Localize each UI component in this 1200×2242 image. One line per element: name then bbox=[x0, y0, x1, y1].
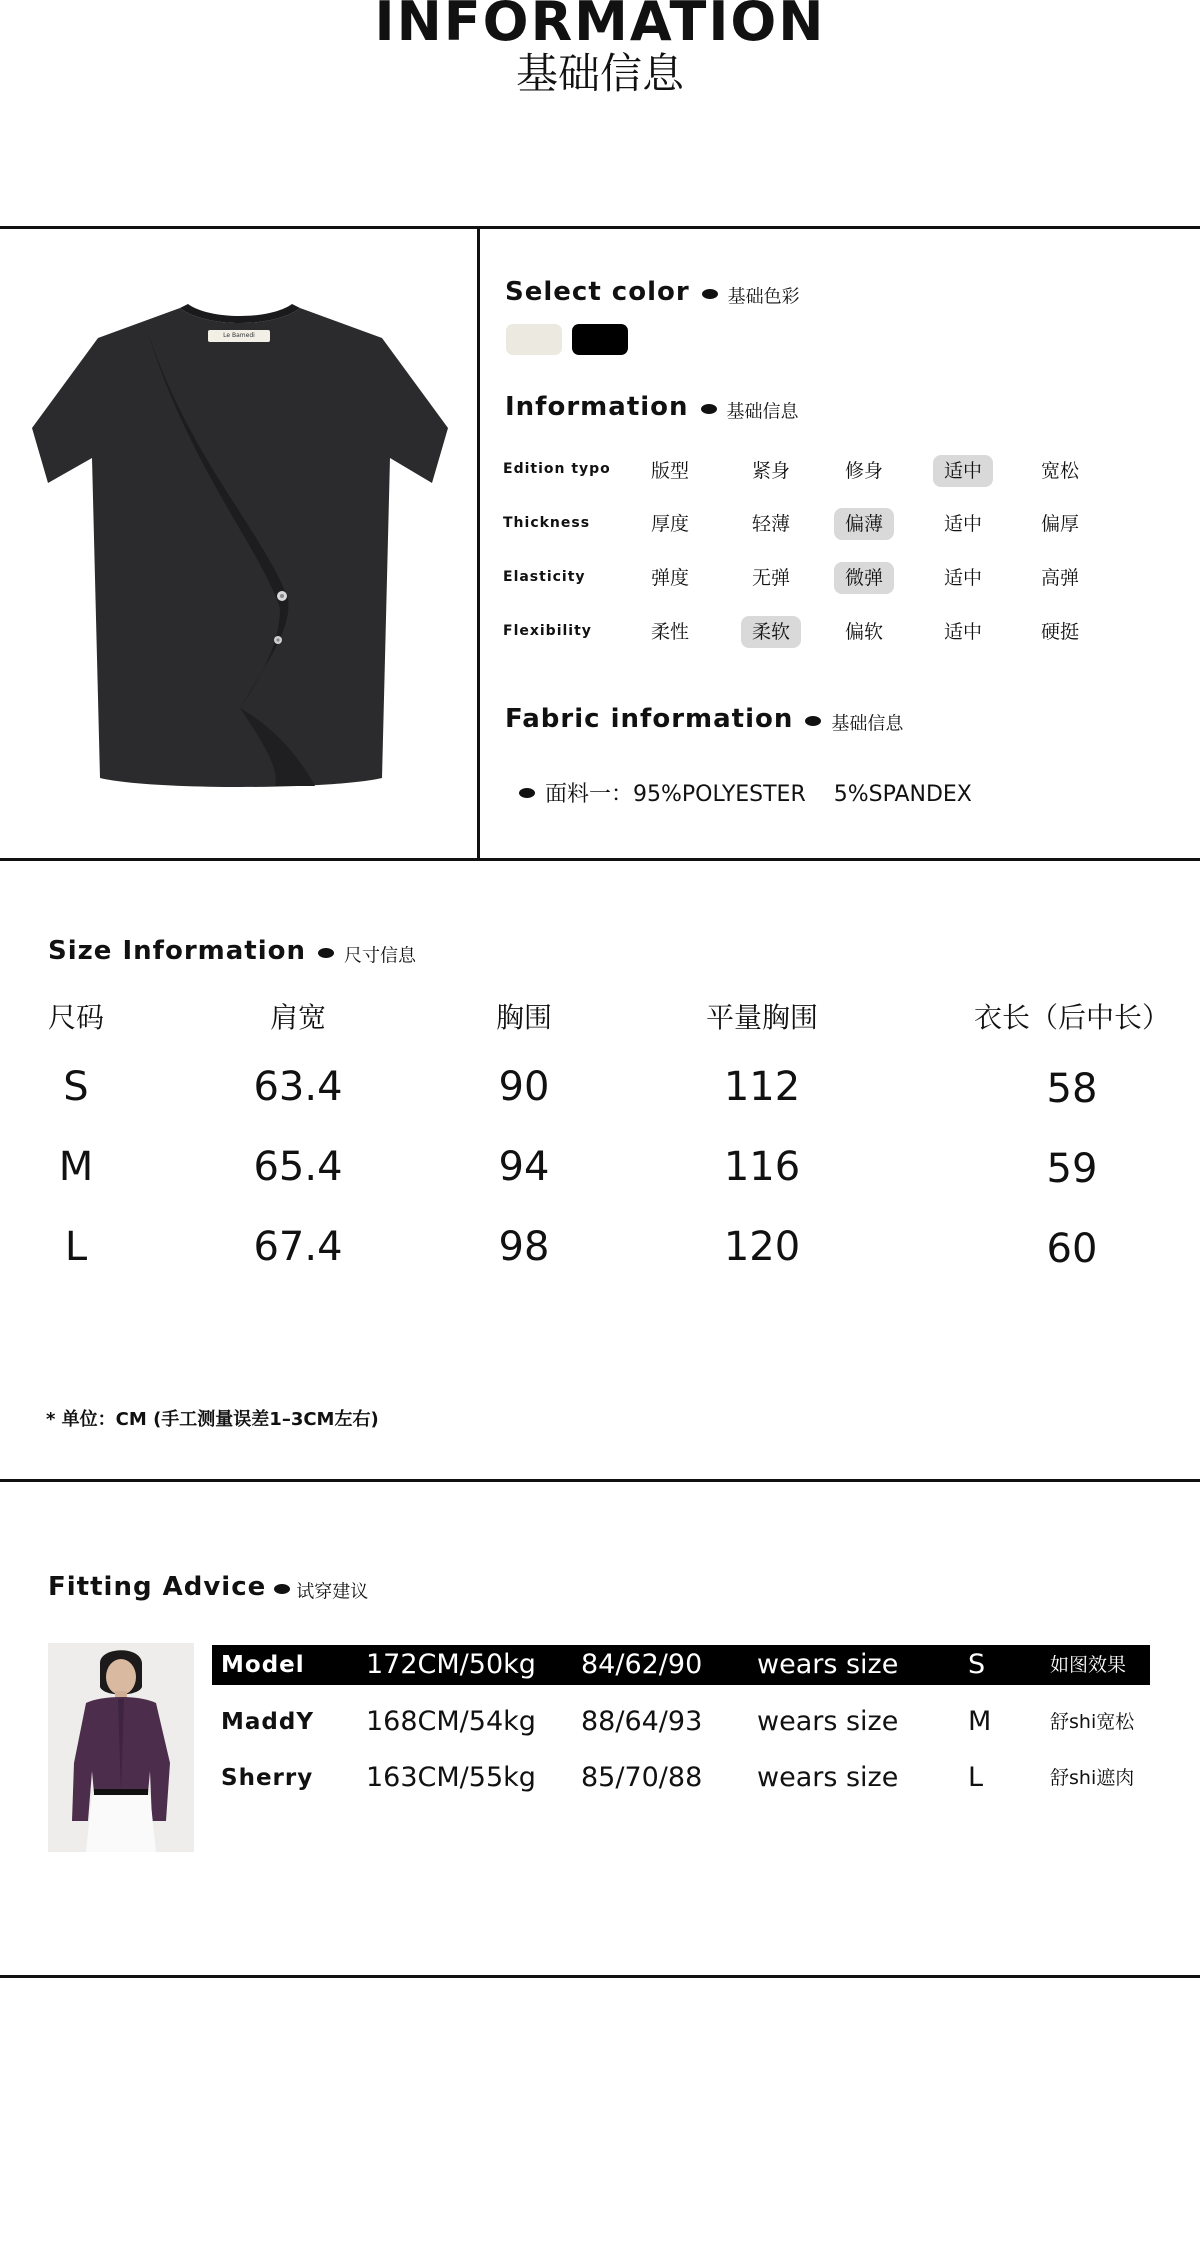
size-heading bbox=[48, 934, 416, 968]
fitting-row bbox=[212, 1758, 1150, 1798]
fitting-measurements: 88/64/93 bbox=[581, 1706, 703, 1737]
prop-option: 宽松 bbox=[1040, 460, 1079, 482]
product-image bbox=[30, 298, 450, 798]
fitting-note: 如图效果 bbox=[1050, 1654, 1127, 1676]
fitting-note: 舒shi宽松 bbox=[1050, 1711, 1135, 1733]
fitting-heading bbox=[48, 1570, 368, 1604]
fitting-note: 舒shi遮肉 bbox=[1050, 1767, 1135, 1789]
size-title: Size Information bbox=[48, 936, 306, 966]
select-color-title-cn: 基础色彩 bbox=[727, 286, 800, 308]
size-cell: 63.4 bbox=[253, 1064, 343, 1110]
divider-vertical bbox=[477, 228, 480, 860]
divider-product-bottom bbox=[0, 858, 1200, 861]
prop-label-edition: Edition typo bbox=[503, 461, 611, 477]
fabric-composition: 面料一：95%POLYESTER 5%SPANDEX bbox=[545, 782, 972, 807]
size-cell: S bbox=[63, 1064, 89, 1110]
fitting-title: Fitting Advice bbox=[48, 1572, 267, 1602]
size-header: 衣长（后中长） bbox=[973, 1001, 1170, 1034]
fitting-name: Sherry bbox=[221, 1765, 314, 1791]
size-cell: 94 bbox=[498, 1144, 550, 1190]
fabric-title: Fabric information bbox=[505, 704, 794, 734]
prop-label-elasticity: Elasticity bbox=[503, 569, 586, 585]
bullet-icon bbox=[318, 948, 334, 958]
size-cell: 112 bbox=[723, 1064, 801, 1110]
fitting-size: L bbox=[968, 1762, 984, 1793]
prop-option: 适中 bbox=[943, 567, 982, 589]
fabric-heading bbox=[505, 702, 903, 736]
fitting-wears: wears size bbox=[757, 1649, 899, 1680]
information-heading bbox=[505, 390, 799, 424]
bullet-icon bbox=[805, 716, 821, 726]
header-title-en: INFORMATION bbox=[374, 0, 826, 53]
fitting-name: MaddY bbox=[221, 1709, 314, 1735]
fitting-row bbox=[212, 1702, 1150, 1742]
prop-option: 适中 bbox=[943, 513, 982, 535]
bullet-icon bbox=[701, 404, 717, 414]
prop-option: 偏厚 bbox=[1040, 513, 1079, 535]
prop-option: 轻薄 bbox=[751, 513, 790, 535]
size-cell: 65.4 bbox=[253, 1144, 343, 1190]
size-cell: 60 bbox=[1046, 1226, 1098, 1272]
fabric-title-cn: 基础信息 bbox=[831, 713, 904, 735]
size-unit-note: * 单位：CM (手工测量误差1–3CM左右) bbox=[46, 1409, 379, 1430]
size-header: 胸围 bbox=[495, 1001, 552, 1034]
prop-option: 无弹 bbox=[751, 567, 790, 589]
model-photo bbox=[48, 1643, 194, 1852]
prop-cn-flexibility: 柔性 bbox=[650, 621, 689, 643]
size-cell: 67.4 bbox=[253, 1224, 343, 1270]
size-cell: M bbox=[58, 1144, 94, 1190]
bullet-icon bbox=[519, 788, 535, 798]
size-header: 平量胸围 bbox=[705, 1001, 818, 1034]
prop-option: 硬挺 bbox=[1040, 621, 1079, 643]
fitting-height-weight: 163CM/55kg bbox=[366, 1762, 536, 1793]
bullet-icon bbox=[274, 1584, 290, 1594]
prop-label-flexibility: Flexibility bbox=[503, 623, 592, 639]
prop-option: 适中 bbox=[943, 621, 982, 643]
prop-label-thickness: Thickness bbox=[503, 515, 591, 531]
prop-option-selected: 微弹 bbox=[834, 562, 894, 594]
prop-option: 修身 bbox=[844, 460, 883, 482]
select-color-heading bbox=[505, 275, 800, 309]
size-header: 尺码 bbox=[47, 1001, 104, 1034]
bullet-icon bbox=[702, 289, 718, 299]
prop-cn-elasticity: 弹度 bbox=[650, 567, 689, 589]
prop-option: 高弹 bbox=[1040, 567, 1079, 589]
prop-cn-edition: 版型 bbox=[650, 460, 689, 482]
size-cell: 58 bbox=[1046, 1066, 1098, 1112]
size-title-cn: 尺寸信息 bbox=[344, 945, 416, 967]
fitting-measurements: 84/62/90 bbox=[581, 1649, 703, 1680]
color-swatch-black[interactable] bbox=[572, 324, 628, 355]
prop-option-selected: 柔软 bbox=[741, 616, 801, 648]
divider-top bbox=[0, 226, 1200, 229]
fitting-size: M bbox=[968, 1706, 992, 1737]
size-header: 肩宽 bbox=[269, 1001, 326, 1034]
header-title-cn: 基础信息 bbox=[515, 49, 684, 98]
fitting-title-cn: 试穿建议 bbox=[296, 1581, 369, 1603]
fitting-size: S bbox=[968, 1649, 986, 1680]
prop-option-selected: 偏薄 bbox=[834, 508, 894, 540]
information-title-cn: 基础信息 bbox=[726, 401, 799, 423]
product-label-tag: Le Bamedi bbox=[208, 330, 270, 342]
fitting-wears: wears size bbox=[757, 1706, 899, 1737]
divider-size-bottom bbox=[0, 1479, 1200, 1482]
size-cell: 59 bbox=[1046, 1146, 1098, 1192]
size-cell: L bbox=[64, 1224, 88, 1270]
prop-option: 紧身 bbox=[751, 460, 790, 482]
prop-option-selected: 适中 bbox=[933, 455, 993, 487]
divider-fitting-bottom bbox=[0, 1975, 1200, 1978]
color-swatch-cream[interactable] bbox=[506, 324, 562, 355]
prop-option: 偏软 bbox=[844, 621, 883, 643]
size-cell: 120 bbox=[723, 1224, 801, 1270]
fitting-wears: wears size bbox=[757, 1762, 899, 1793]
size-cell: 98 bbox=[498, 1224, 550, 1270]
fitting-measurements: 85/70/88 bbox=[581, 1762, 703, 1793]
information-title: Information bbox=[505, 392, 689, 422]
size-cell: 116 bbox=[723, 1144, 801, 1190]
fitting-height-weight: 168CM/54kg bbox=[366, 1706, 536, 1737]
fitting-row bbox=[212, 1645, 1150, 1685]
size-cell: 90 bbox=[498, 1064, 550, 1110]
fitting-height-weight: 172CM/50kg bbox=[366, 1649, 536, 1680]
fabric-line bbox=[505, 752, 972, 808]
fitting-name: Model bbox=[221, 1652, 305, 1678]
select-color-title: Select color bbox=[505, 277, 690, 307]
prop-cn-thickness: 厚度 bbox=[650, 513, 689, 535]
